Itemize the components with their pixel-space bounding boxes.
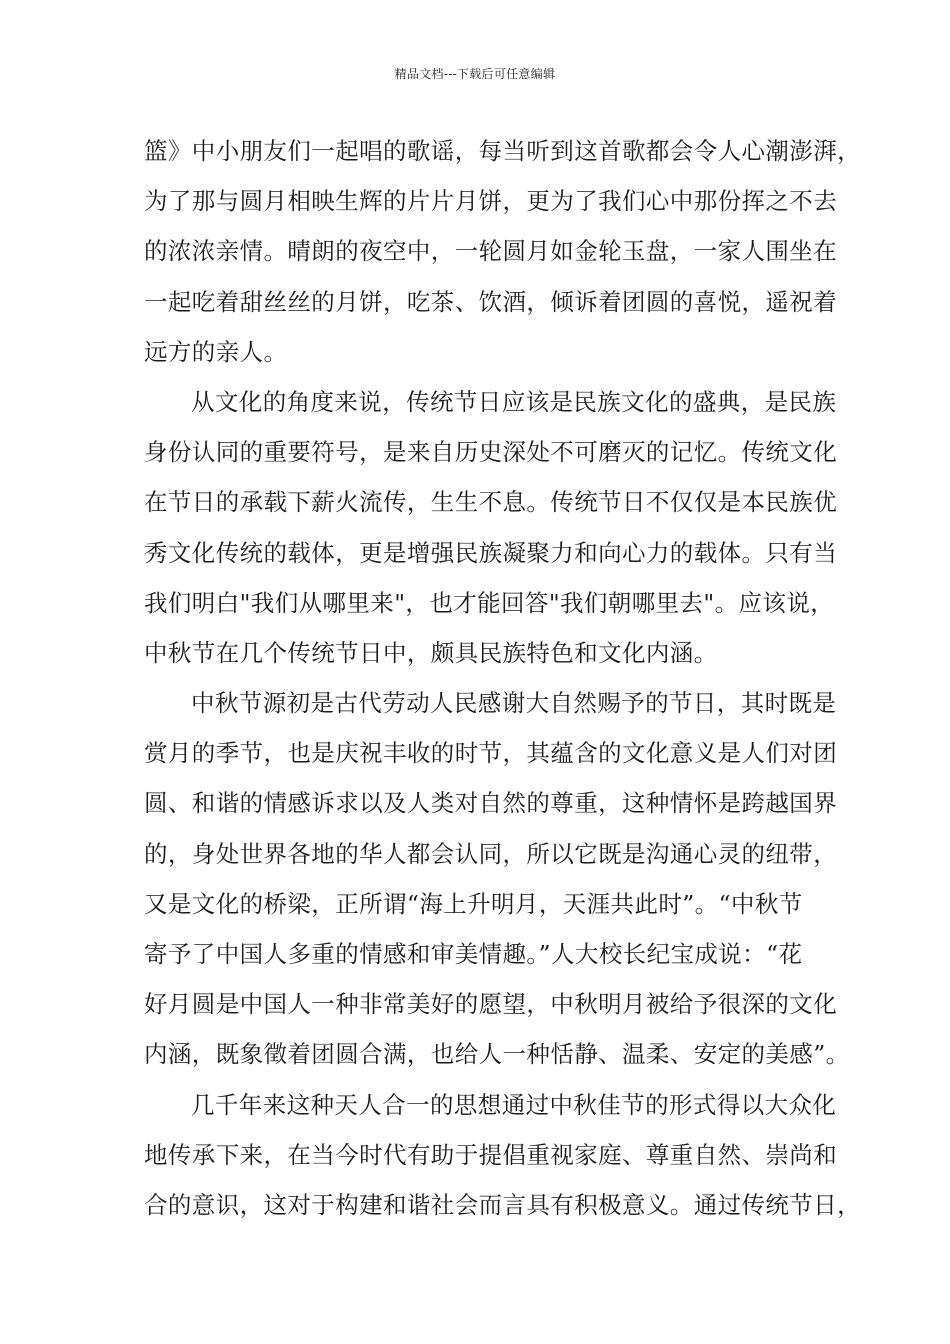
text-line: 秀文化传统的载体，更是增强民族凝聚力和向心力的载体。只有当 <box>144 538 838 567</box>
page-header: 精品文档---下载后可任意编辑 <box>394 67 556 81</box>
text-line: 我们明白"我们从哪里来"，也才能回答"我们朝哪里去"。应该说， <box>144 588 835 617</box>
text-line: 的，身处世界各地的华人都会认同，所以它既是沟通心灵的纽带， <box>144 839 838 868</box>
text-line: 的浓浓亲情。晴朗的夜空中，一轮圆月如金轮玉盘，一家人围坐在 <box>144 237 838 266</box>
text-line: 远方的亲人。 <box>144 337 288 366</box>
text-line: 在节日的承载下薪火流传，生生不息。传统节日不仅仅是本民族优 <box>144 488 838 517</box>
text-line: 地传承下来，在当今时代有助于提倡重视家庭、尊重自然、崇尚和 <box>144 1140 838 1169</box>
text-line: 篮》中小朋友们一起唱的歌谣，每当听到这首歌都会令人心潮澎湃， <box>144 137 861 165</box>
text-line: 内涵，既象徵着团圆合满，也给人一种恬静、温柔、安定的美感”。 <box>144 1040 850 1069</box>
text-line: 又是文化的桥梁，正所谓“海上升明月，天涯共此时”。“中秋节 <box>144 889 803 918</box>
text-line: 一起吃着甜丝丝的月饼，吃茶、饮酒，倾诉着团圆的喜悦，遥祝着 <box>144 287 838 316</box>
text-line: 寄予了中国人多重的情感和审美情趣。”人大校长纪宝成说：“花 <box>144 940 803 968</box>
paragraph-first-line: 几千年来这种天人合一的思想通过中秋佳节的形式得以大众化 <box>191 1090 837 1119</box>
text-line: 好月圆是中国人一种非常美好的愿望，中秋明月被给予很深的文化 <box>144 990 838 1019</box>
paragraph-first-line: 中秋节源初是古代劳动人民感谢大自然赐予的节日，其时既是 <box>191 689 837 718</box>
text-line: 为了那与圆月相映生辉的片片月饼，更为了我们心中那份挥之不去 <box>144 187 838 216</box>
paragraph-first-line: 从文化的角度来说，传统节日应该是民族文化的盛典，是民族 <box>191 387 837 416</box>
text-line: 赏月的季节，也是庆祝丰收的时节，其蕴含的文化意义是人们对团 <box>144 739 838 768</box>
text-line: 身份认同的重要符号，是来自历史深处不可磨灭的记忆。传统文化 <box>144 438 838 467</box>
text-line: 圆、和谐的情感诉求以及人类对自然的尊重，这种情怀是跨越国界 <box>144 789 838 818</box>
text-line: 中秋节在几个传统节日中，颇具民族特色和文化内涵。 <box>144 638 718 667</box>
document-body <box>144 126 861 1230</box>
text-line: 合的意识，这对于构建和谐社会而言具有积极意义。通过传统节日， <box>144 1190 861 1219</box>
